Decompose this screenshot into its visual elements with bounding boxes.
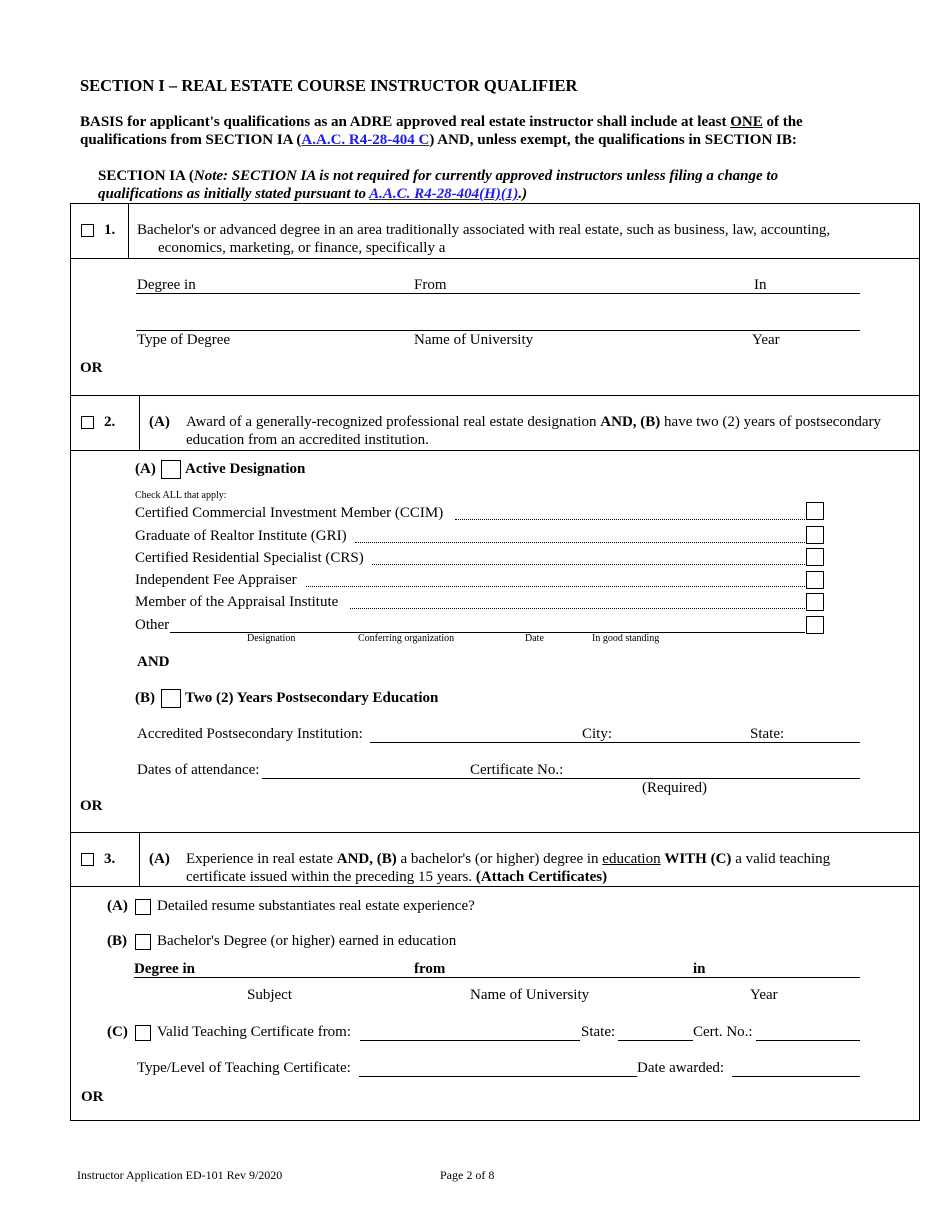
section-ia-line-1: SECTION IA (Note: SECTION IA is not required for currently approved instructors unless filing a change to — [98, 168, 779, 184]
two-years-checkbox[interactable] — [161, 689, 181, 708]
valid-cert-label: Valid Teaching Certificate from: — [157, 1024, 352, 1040]
institution-line[interactable] — [370, 742, 860, 743]
b-label: (B) — [135, 690, 155, 706]
item2-or: OR — [80, 798, 103, 814]
item3-subject: Subject — [247, 987, 292, 1003]
item1-text-line-2: economics, marketing, or finance, specifically a — [158, 240, 446, 256]
bachelor-checkbox[interactable] — [135, 934, 151, 950]
item3-or: OR — [81, 1089, 104, 1105]
item3-name-of-university: Name of University — [470, 987, 590, 1003]
item1-degree-line[interactable] — [136, 293, 860, 294]
item1-from: From — [414, 277, 447, 293]
item2-a-label: (A) — [149, 414, 170, 430]
active-designation-checkbox[interactable] — [161, 460, 181, 479]
ccim-checkbox[interactable] — [806, 502, 824, 520]
two-years-label: Two (2) Years Postsecondary Education — [185, 690, 439, 706]
item3-from: from — [414, 961, 446, 977]
active-a-label: (A) — [135, 461, 156, 477]
crs-checkbox[interactable] — [806, 548, 824, 566]
cert-no-line[interactable] — [756, 1040, 860, 1041]
item2-checkbox[interactable] — [81, 416, 94, 429]
designation-other: Other — [135, 617, 170, 633]
basis-line-1: BASIS for applicant's qualifications as an ADRE approved real estate instructor shall include at least ONE of the — [80, 114, 803, 130]
gri-checkbox[interactable] — [806, 526, 824, 544]
caption-designation: Designation — [247, 633, 296, 644]
cert-no-label: Certificate No.: — [470, 762, 564, 778]
item1-degree-in: Degree in — [137, 277, 196, 293]
item1-or: OR — [80, 360, 103, 376]
item3-text-line-2: certificate issued within the preceding 15 years. (Attach Certificates) — [186, 869, 608, 885]
item3-checkbox[interactable] — [81, 853, 94, 866]
caption-good-standing: In good standing — [592, 633, 660, 644]
designation-appraisal-institute: Member of the Appraisal Institute — [135, 594, 339, 610]
footer-form-id: Instructor Application ED-101 Rev 9/2020 — [77, 1168, 283, 1182]
aac-r4-28-404h1-link[interactable]: A.A.C. R4-28-404(H)(1) — [369, 186, 519, 202]
designation-gri: Graduate of Realtor Institute (GRI) — [135, 528, 347, 544]
designation-ccim: Certified Commercial Investment Member (CCIM) — [135, 505, 444, 521]
item2-text-line-2: education from an accredited institution. — [186, 432, 429, 448]
item3-a-label: (A) — [149, 851, 170, 867]
item3-number: 3. — [104, 851, 116, 867]
section-ia-line-2: qualifications as initially stated pursuant to A.A.C. R4-28-404(H)(1).) — [98, 186, 528, 202]
other-checkbox[interactable] — [806, 616, 824, 634]
section-title: SECTION I – REAL ESTATE COURSE INSTRUCTOR QUALIFIER — [80, 76, 578, 95]
valid-cert-line[interactable] — [360, 1040, 580, 1041]
type-level-line[interactable] — [359, 1076, 637, 1077]
item1-name-of-university: Name of University — [414, 332, 534, 348]
designation-fee-appraiser: Independent Fee Appraiser — [135, 572, 297, 588]
aac-r4-28-404c-link[interactable]: A.A.C. R4-28-404 C — [301, 132, 430, 148]
item2-text-line-1: Award of a generally-recognized professional real estate designation AND, (B) have two (2) years of postsecondary — [186, 414, 882, 430]
required-label: (Required) — [642, 780, 707, 796]
dates-label: Dates of attendance: — [137, 762, 260, 778]
item1-number: 1. — [104, 222, 116, 238]
resume-text: Detailed resume substantiates real estate experience? — [157, 898, 475, 914]
state-label: State: — [750, 726, 785, 742]
item1-type-of-degree: Type of Degree — [137, 332, 231, 348]
fee-appraiser-checkbox[interactable] — [806, 571, 824, 589]
designation-crs: Certified Residential Specialist (CRS) — [135, 550, 364, 566]
bachelor-text: Bachelor's Degree (or higher) earned in education — [157, 933, 457, 949]
institution-label: Accredited Postsecondary Institution: — [137, 726, 363, 742]
check-all-label: Check ALL that apply: — [135, 490, 227, 501]
item1-year: Year — [752, 332, 780, 348]
item1-caption-line — [136, 330, 860, 331]
basis-line-2: qualifications from SECTION IA (A.A.C. R4-28-404 C) AND, unless exempt, the qualifications in SECTION IB: — [80, 132, 797, 148]
item1-checkbox[interactable] — [81, 224, 94, 237]
and-label: AND — [137, 654, 170, 670]
resume-checkbox[interactable] — [135, 899, 151, 915]
date-awarded-label: Date awarded: — [637, 1060, 725, 1076]
active-designation-label: Active Designation — [185, 461, 306, 477]
date-awarded-line[interactable] — [732, 1076, 860, 1077]
item1-text-line-1: Bachelor's or advanced degree in an area traditionally associated with real estate, such as business, law, accounting, — [137, 222, 831, 238]
resume-a-label: (A) — [107, 898, 128, 914]
item3-in: in — [693, 961, 706, 977]
item2-number: 2. — [104, 414, 116, 430]
appraisal-institute-checkbox[interactable] — [806, 593, 824, 611]
city-label: City: — [582, 726, 613, 742]
item3-year: Year — [750, 987, 778, 1003]
caption-conferring-org: Conferring organization — [358, 633, 455, 644]
cert-no-3-label: Cert. No.: — [693, 1024, 753, 1040]
teaching-cert-checkbox[interactable] — [135, 1025, 151, 1041]
c-label: (C) — [107, 1024, 128, 1040]
caption-date: Date — [525, 633, 544, 644]
bachelor-b-label: (B) — [107, 933, 127, 949]
item3-text-line-1: Experience in real estate AND, (B) a bachelor's (or higher) degree in education WITH (C) a valid teaching — [186, 851, 831, 867]
cert-state-label: State: — [581, 1024, 616, 1040]
item3-degree-in: Degree in — [134, 961, 195, 977]
type-level-label: Type/Level of Teaching Certificate: — [137, 1060, 351, 1076]
footer-page-number: Page 2 of 8 — [440, 1168, 495, 1182]
item1-in: In — [754, 277, 767, 293]
item3-degree-line[interactable] — [134, 977, 860, 978]
cert-state-line[interactable] — [618, 1040, 693, 1041]
